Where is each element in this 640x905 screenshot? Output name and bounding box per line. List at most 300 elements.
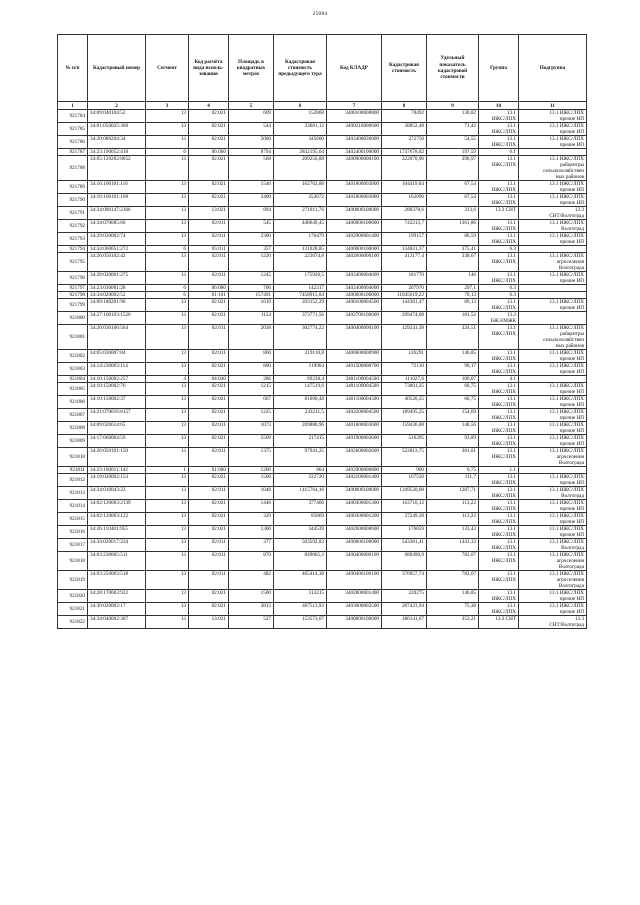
column-header: Кадастровая стоимость <box>382 35 427 102</box>
segment-cell: 13 <box>146 571 189 590</box>
cadastral-cost-cell: 111027,6 <box>382 376 427 383</box>
segment-cell: 13 <box>146 272 189 285</box>
kladr-code-cell: 3401100004500 <box>327 383 382 396</box>
row-number-cell: 921801 <box>58 325 88 350</box>
kladr-code-cell: 3402400004600 <box>327 285 382 292</box>
subgroup-line: прочие НП <box>559 369 584 375</box>
kladr-code-cell: 3402100001400 <box>327 474 382 487</box>
usage-code-cell: 02:011 <box>189 539 229 552</box>
group-cell <box>479 285 519 292</box>
group-line: ИЖС/ЛПХ <box>491 402 516 408</box>
area-cell: 3813 <box>229 603 274 616</box>
subgroup-cell <box>519 376 587 383</box>
group-line: ИЖС/ЛПХ <box>491 389 516 395</box>
previous-cost-cell: 448649,45 <box>274 220 327 233</box>
subgroup-line: Волгограда <box>558 265 584 271</box>
subgroup-line: прочие НП <box>559 596 584 602</box>
usage-code-cell: 02:021 <box>189 156 229 181</box>
usage-code-cell: 02:031 <box>189 312 229 325</box>
group-line: 13.1 <box>506 487 516 493</box>
cadastral-number-cell: 34:34:040002:307 <box>88 616 146 629</box>
row-number-cell: 921794 <box>58 246 88 253</box>
cadastral-number-cell: 34:16:160101:116 <box>88 181 146 194</box>
kladr-code-cell: 3401100004500 <box>327 396 382 409</box>
group-cell <box>479 136 519 149</box>
table-row <box>58 253 587 272</box>
row-number-cell: 921791 <box>58 207 88 220</box>
cadastral-cost-cell: 222070,96 <box>382 156 427 181</box>
group-cell <box>479 526 519 539</box>
subgroup-line: 13.1 ИЖС/ЛПХ <box>549 253 584 259</box>
segment-cell: 13 <box>146 435 189 448</box>
cadastral-cost-cell: 126291 <box>382 350 427 363</box>
usage-code-cell: 02:011 <box>189 552 229 571</box>
usage-code-cell: 02:021 <box>189 110 229 123</box>
kladr-code-cell: 3402400004600 <box>327 272 382 285</box>
segment-cell: 13 <box>146 590 189 603</box>
previous-cost-cell: 89238,4 <box>274 376 327 383</box>
cadastral-number-cell: 34:10:150002:37 <box>88 396 146 409</box>
row-number-cell: 921795 <box>58 253 88 272</box>
subgroup-line: Волгоград <box>561 493 584 499</box>
segment-cell: 13 <box>146 448 189 467</box>
area-cell: 1154 <box>229 312 274 325</box>
group-cell <box>479 325 519 350</box>
cadastral-cost-cell: 280378,6 <box>382 207 427 220</box>
group-line: ИЖС/ЛПХ <box>491 239 516 245</box>
segment-cell: 13 <box>146 312 189 325</box>
kladr-code-cell: 3402200004500 <box>327 409 382 422</box>
group-line: 6.1 <box>509 149 516 155</box>
specific-cost-cell: 75,38 <box>427 603 479 616</box>
group-line: 13.1 <box>506 220 516 226</box>
previous-cost-cell: 243211,5 <box>274 409 327 422</box>
group-line: ИЖС/ЛПХ <box>491 609 516 615</box>
column-number: 3 <box>146 102 189 110</box>
table-row <box>58 325 587 350</box>
cadastral-number-cell: 34:05:030007:84 <box>88 350 146 363</box>
area-cell: 1220 <box>229 253 274 272</box>
table-row <box>58 467 587 474</box>
group-line: 13.1 <box>506 363 516 369</box>
cadastral-cost-cell: 209474,08 <box>382 312 427 325</box>
segment-cell: 6 <box>146 292 189 299</box>
table-row <box>58 422 587 435</box>
row-number-cell: 921818 <box>58 552 88 571</box>
row-number-cell: 921786 <box>58 136 88 149</box>
cadastral-cost-cell: 1349520,08 <box>382 487 427 500</box>
column-number: 4 <box>189 102 229 110</box>
area-cell: 1500 <box>229 590 274 603</box>
group-line: 13.2 <box>506 312 516 318</box>
specific-cost-cell: 338,67 <box>427 253 479 272</box>
row-number-cell: 921796 <box>58 272 88 285</box>
cadastral-cost-cell: 516395 <box>382 435 427 448</box>
row-number-cell: 921800 <box>58 312 88 325</box>
subgroup-line: прочие НП <box>559 506 584 512</box>
specific-cost-cell: 60,75 <box>427 383 479 396</box>
subgroup-line: агроселения <box>556 454 584 460</box>
row-number-cell: 921789 <box>58 181 88 194</box>
column-header: № п/п <box>58 35 88 102</box>
subgroup-line: сельскохозяйствен <box>543 337 584 343</box>
specific-cost-cell: 353,21 <box>427 616 479 629</box>
group-line: 13.1 <box>506 526 516 532</box>
subgroup-cell <box>519 285 587 292</box>
subgroup-line: прочие НП <box>559 129 584 135</box>
cadastral-cost-cell: 73801,25 <box>382 383 427 396</box>
cadastral-number-cell: 34:23:190052:418 <box>88 149 146 156</box>
usage-code-cell: 02:021 <box>189 474 229 487</box>
kladr-code-cell: 3401800003800 <box>327 194 382 207</box>
area-cell: 482 <box>229 571 274 590</box>
group-cell <box>479 246 519 253</box>
table-row <box>58 435 587 448</box>
column-number: 9 <box>427 102 479 110</box>
table-row <box>58 292 587 299</box>
group-line: 13.1 <box>506 603 516 609</box>
usage-code-cell: 02:021 <box>189 435 229 448</box>
kladr-code-cell: 3400000100000 <box>327 292 382 299</box>
subgroup-cell <box>519 571 587 590</box>
cadastral-cost-cell: 144301,47 <box>382 299 427 312</box>
subgroup-line: прочие НП <box>559 187 584 193</box>
cadastral-number-cell: 34:34:080147:2366 <box>88 207 146 220</box>
specific-cost-cell: 313,6 <box>427 207 479 220</box>
group-cell <box>479 272 519 285</box>
previous-cost-cell: 344539 <box>274 526 327 539</box>
previous-cost-cell: 222720 <box>274 474 327 487</box>
subgroup-cell <box>519 603 587 616</box>
column-header: Группа <box>479 35 519 102</box>
specific-cost-cell: 782,07 <box>427 552 479 571</box>
subgroup-line: 13.1 ИЖС/ЛПХ <box>549 363 584 369</box>
cadastral-number-cell: 34:17:060004:59 <box>88 435 146 448</box>
group-cell <box>479 513 519 526</box>
specific-cost-cell: 71,42 <box>427 123 479 136</box>
kladr-code-cell: 3400000100000 <box>327 539 382 552</box>
group-line: 13.1 <box>506 253 516 259</box>
segment-cell: 13 <box>146 350 189 363</box>
specific-cost-cell: 113,22 <box>427 513 479 526</box>
specific-cost-cell: 181,52 <box>427 312 479 325</box>
row-number-cell: 921798 <box>58 292 88 299</box>
specific-cost-cell: 297,1 <box>427 285 479 292</box>
specific-cost-cell: 1441,33 <box>427 539 479 552</box>
previous-cost-cell: 147519,6 <box>274 383 327 396</box>
row-number-cell: 921804 <box>58 376 88 383</box>
previous-cost-cell: 252672 <box>274 194 327 207</box>
subgroup-line: Волгоград <box>561 226 584 232</box>
cadastral-number-cell: 34:21:070016:8157 <box>88 409 146 422</box>
row-number-cell: 921792 <box>58 220 88 233</box>
cadastral-number-cell: 34:02:120003:122 <box>88 513 146 526</box>
group-line: ИЖС/ЛПХ <box>491 116 516 122</box>
segment-cell: 13 <box>146 123 189 136</box>
row-number-cell: 921788 <box>58 156 88 181</box>
group-line: 13.1 <box>506 325 516 331</box>
specific-cost-cell: 1287,71 <box>427 487 479 500</box>
group-line: БЖЭ/МЖК <box>490 318 516 324</box>
subgroup-cell <box>519 220 587 233</box>
group-line: 13.1 <box>506 123 516 129</box>
usage-code-cell: 02:021 <box>189 513 229 526</box>
group-line: 13.1 <box>506 448 516 454</box>
subgroup-cell <box>519 422 587 435</box>
row-number-cell: 921809 <box>58 435 88 448</box>
cadastral-number-cell: 34:23:100011:142 <box>88 467 146 474</box>
subgroup-line: прочие НП <box>559 441 584 447</box>
cadastral-table <box>57 34 587 629</box>
subgroup-cell <box>519 435 587 448</box>
header-row <box>58 35 587 102</box>
table-row <box>58 487 587 500</box>
row-number-cell: 921803 <box>58 363 88 376</box>
usage-code-cell: 02:011 <box>189 233 229 246</box>
subgroup-line: 13.1 ИЖС/ЛПХ <box>549 513 584 519</box>
subgroup-line: прочие НП <box>559 200 584 206</box>
row-number-cell: 921812 <box>58 474 88 487</box>
cadastral-table-container <box>57 34 586 629</box>
specific-cost-cell: 381,01 <box>427 448 479 467</box>
kladr-code-cell: 3401500000700 <box>327 363 382 376</box>
subgroup-line: прочие НП <box>559 609 584 615</box>
segment-cell: 13 <box>146 220 189 233</box>
cadastral-number-cell: 34:27:160103:1520 <box>88 312 146 325</box>
subgroup-line: ных районов <box>555 343 584 349</box>
usage-code-cell: 13:021 <box>189 207 229 220</box>
segment-cell: 13 <box>146 194 189 207</box>
previous-cost-cell: 467511,93 <box>274 603 327 616</box>
subgroup-cell <box>519 363 587 376</box>
specific-cost-cell: 70,13 <box>427 292 479 299</box>
group-line: ИЖС/ЛПХ <box>491 331 516 337</box>
kladr-code-cell: 3400400100100 <box>327 571 382 590</box>
segment-cell: 13 <box>146 422 189 435</box>
kladr-code-cell: 3402900000800 <box>327 467 382 474</box>
cadastral-number-cell: 34:20:080204:34 <box>88 136 146 149</box>
group-cell <box>479 194 519 207</box>
specific-cost-cell: 146,85 <box>427 590 479 603</box>
area-cell: 1619 <box>229 299 274 312</box>
group-cell <box>479 376 519 383</box>
area-cell: 1546 <box>229 181 274 194</box>
segment-cell: 13 <box>146 299 189 312</box>
subgroup-cell <box>519 467 587 474</box>
subgroup-line: 13.1 ИЖС/ЛПХ <box>549 299 584 305</box>
group-cell <box>479 474 519 487</box>
row-number-cell: 921817 <box>58 539 88 552</box>
table-row <box>58 350 587 363</box>
group-cell <box>479 253 519 272</box>
group-cell <box>479 363 519 376</box>
subgroup-line: 13.1 ИЖС/ЛПХ <box>549 181 584 187</box>
group-line: 13.1 <box>506 500 516 506</box>
column-number: 1 <box>58 102 88 110</box>
table-row <box>58 500 587 513</box>
column-number: 2 <box>88 102 146 110</box>
previous-cost-cell: 162762,88 <box>274 181 327 194</box>
area-cell: 357 <box>229 246 274 253</box>
previous-cost-cell: 503592,83 <box>274 539 327 552</box>
group-cell <box>479 590 519 603</box>
kladr-code-cell: 3400300001300 <box>327 500 382 513</box>
subgroup-line: прочие НП <box>559 116 584 122</box>
table-row <box>58 194 587 207</box>
subgroup-line: ных районов <box>555 174 584 180</box>
table-row <box>58 123 587 136</box>
kladr-code-cell: 3400000100000 <box>327 246 382 253</box>
cadastral-number-cell: 34:23:030001:28 <box>88 285 146 292</box>
cadastral-number-cell: 34:34:070085:60 <box>88 220 146 233</box>
subgroup-line: 13.3 <box>574 616 584 622</box>
group-line: 4.1 <box>509 376 516 382</box>
subgroup-line: 13.1 ИЖС/ЛПХ <box>549 194 584 200</box>
subgroup-cell <box>519 350 587 363</box>
cadastral-cost-cell: 159436,88 <box>382 422 427 435</box>
group-line: 13.1 <box>506 136 516 142</box>
subgroup-line: прочие НП <box>559 239 584 245</box>
cadastral-cost-cell: 72130 <box>382 363 427 376</box>
subgroup-cell <box>519 110 587 123</box>
kladr-code-cell: 3401100004500 <box>327 376 382 383</box>
subgroup-line: 13.1 ИЖС/ЛПХ <box>549 110 584 116</box>
group-line: ИЖС/ЛПХ <box>491 480 516 486</box>
usage-code-cell: 02:021 <box>189 194 229 207</box>
specific-cost-cell: 146,85 <box>427 350 479 363</box>
area-cell: 700 <box>229 285 274 292</box>
subgroup-cell <box>519 616 587 629</box>
group-line: ИЖС/ЛПХ <box>491 415 516 421</box>
area-cell: 2038 <box>229 325 274 350</box>
usage-code-cell: 02:021 <box>189 603 229 616</box>
subgroup-cell <box>519 194 587 207</box>
kladr-code-cell: 3400000100000 <box>327 207 382 220</box>
usage-code-cell: 02:011 <box>189 253 229 272</box>
subgroup-line: 13.1 ИЖС/ЛПХ <box>549 487 584 493</box>
row-number-cell: 921819 <box>58 571 88 590</box>
cadastral-number-cell: 34:03:230005:511 <box>88 552 146 571</box>
specific-cost-cell: 60,75 <box>427 396 479 409</box>
kladr-code-cell: 3400600000900 <box>327 350 382 363</box>
specific-cost-cell: 148,56 <box>427 422 479 435</box>
subgroup-line: 13.1 ИЖС/ЛПХ <box>549 552 584 558</box>
table-row <box>58 396 587 409</box>
usage-code-cell: 02:011 <box>189 272 229 285</box>
segment-cell: 13 <box>146 487 189 500</box>
subgroup-line: 13.1 ИЖС/ЛПХ <box>549 396 584 402</box>
group-line: 13.1 <box>506 539 516 545</box>
cadastral-cost-cell: 162096 <box>382 194 427 207</box>
cadastral-cost-cell: 742213,7 <box>382 220 427 233</box>
previous-cost-cell: 373771,56 <box>274 312 327 325</box>
column-number: 10 <box>479 102 519 110</box>
group-cell <box>479 149 519 156</box>
subgroup-cell <box>519 448 587 467</box>
usage-code-cell: 06:080 <box>189 285 229 292</box>
area-cell: 5509 <box>229 435 274 448</box>
subgroup-line: 13.1 ИЖС/ЛПХ <box>549 571 584 577</box>
row-number-cell: 921784 <box>58 110 88 123</box>
cadastral-cost-cell: 900 <box>382 467 427 474</box>
subgroup-line: 13.1 ИЖС/ЛПХ <box>549 500 584 506</box>
segment-cell: 13 <box>146 539 189 552</box>
row-number-cell: 921805 <box>58 383 88 396</box>
area-cell: 377 <box>229 539 274 552</box>
specific-cost-cell: 154,69 <box>427 409 479 422</box>
group-cell <box>479 312 519 325</box>
cadastral-cost-cell: 176059 <box>382 526 427 539</box>
area-cell: 568 <box>229 156 274 181</box>
usage-code-cell: 13:021 <box>189 616 229 629</box>
segment-cell: 13 <box>146 500 189 513</box>
subgroup-cell <box>519 149 587 156</box>
cadastral-cost-cell: 181770 <box>382 272 427 285</box>
cadastral-number-cell: 34:09:040104:52 <box>88 110 146 123</box>
table-row <box>58 110 587 123</box>
specific-cost-cell: 111,7 <box>427 474 479 487</box>
group-line: 13.3 СНТ <box>495 207 516 213</box>
segment-cell: 13 <box>146 156 189 181</box>
kladr-code-cell: 3401900003600 <box>327 435 382 448</box>
group-cell <box>479 383 519 396</box>
group-line: 13.1 <box>506 422 516 428</box>
group-line: ИЖС/ЛПХ <box>491 226 516 232</box>
group-cell <box>479 220 519 233</box>
usage-code-cell: 01:101 <box>189 292 229 299</box>
previous-cost-cell: 217415 <box>274 435 327 448</box>
subgroup-line: СНТ/Волгоград <box>549 622 584 628</box>
group-cell <box>479 422 519 435</box>
subgroup-line: 13.1 ИЖС/ЛПХ <box>549 435 584 441</box>
subgroup-line: прочие НП <box>559 428 584 434</box>
group-line: ИЖС/ЛПХ <box>491 519 516 525</box>
table-row <box>58 299 587 312</box>
cadastral-cost-cell: 543381,41 <box>382 539 427 552</box>
group-line: 6.3 <box>509 246 516 252</box>
kladr-code-cell: 3400100000800 <box>327 110 382 123</box>
specific-cost-cell: 106,07 <box>427 376 479 383</box>
subgroup-line: сельскохозяйствен <box>543 168 584 174</box>
area-cell: 286 <box>229 376 274 383</box>
row-number-cell: 921807 <box>58 409 88 422</box>
subgroup-line: 13.3 <box>574 207 584 213</box>
group-line: ИЖС/ЛПХ <box>491 129 516 135</box>
subgroup-line: прочие НП <box>559 356 584 362</box>
kladr-code-cell: 3400000100000 <box>327 616 382 629</box>
area-cell: 894 <box>229 207 274 220</box>
table-row <box>58 448 587 467</box>
row-number-cell: 921785 <box>58 123 88 136</box>
specific-cost-cell: 1361,86 <box>427 220 479 233</box>
table-row <box>58 363 587 376</box>
specific-cost-cell: 146 <box>427 272 479 285</box>
segment-cell: 13 <box>146 526 189 539</box>
subgroup-cell <box>519 156 587 181</box>
usage-code-cell: 02:021 <box>189 396 229 409</box>
column-number-row <box>58 102 587 110</box>
group-line: 6.3 <box>509 285 516 291</box>
segment-cell: 13 <box>146 513 189 526</box>
group-cell <box>479 292 519 299</box>
row-number-cell: 921793 <box>58 233 88 246</box>
specific-cost-cell: 0,75 <box>427 467 479 474</box>
subgroup-line: прочие НП <box>559 389 584 395</box>
group-line: ИЖС/ЛПХ <box>491 532 516 538</box>
segment-cell: 13 <box>146 181 189 194</box>
previous-cost-cell: 153573,07 <box>274 616 327 629</box>
cadastral-cost-cell: 1737678,82 <box>382 149 427 156</box>
